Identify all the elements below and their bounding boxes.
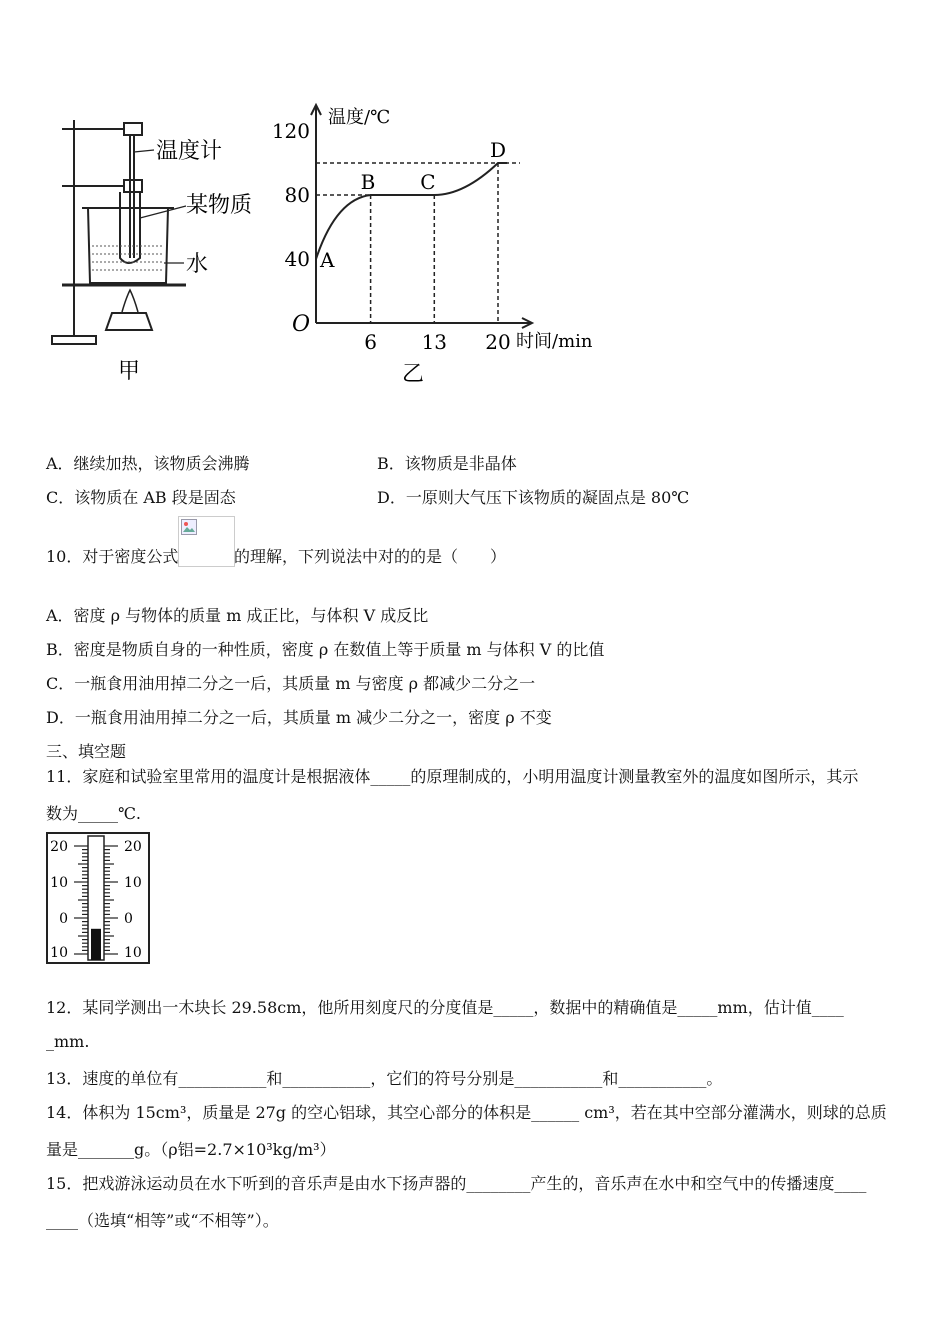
broken-image-icon [181,519,197,535]
apparatus-figure [46,108,266,393]
q14-line2: 量是_______g。（ρ铝=2.7×10³kg/m³） [46,1140,336,1159]
q10-option-a: A．密度 ρ 与物体的质量 m 成正比，与体积 V 成反比 [46,606,429,625]
y-tick-label: 40 [284,247,310,271]
q9-option-b: B．该物质是非晶体 [377,454,517,473]
q13-text: 13．速度的单位有___________和___________，它们的符号分别是___________和___________。 [46,1069,723,1088]
x-tick-label: 13 [421,330,448,354]
x-tick-label: 6 [364,330,377,354]
thermo-label-right: 10 [124,945,142,961]
thermo-label-right: 0 [124,911,133,927]
thermo-label-right: 20 [124,839,142,855]
label-substance: 某物质 [186,193,253,218]
y-axis-label: 温度/℃ [328,107,391,128]
label-water: 水 [186,252,209,277]
thermo-label-left: 20 [50,839,68,855]
point-label-c: C [420,170,436,194]
q14-line1: 14．体积为 15cm³，质量是 27g 的空心铝球，其空心部分的体积是______ cm³，若在其中空部分灌满水，则球的总质 [46,1103,887,1122]
y-tick-label: 80 [284,183,310,207]
thermometer-figure [46,832,150,964]
thermo-label-left: 10 [50,945,68,961]
point-label-b: B [360,170,376,194]
q9-option-c: C．该物质在 AB 段是固态 [46,488,236,507]
origin-label: O [292,312,311,337]
q11-line2: 数为_____℃. [46,804,141,823]
formula-image-placeholder [178,516,235,567]
x-tick-label: 20 [485,330,511,354]
q15-line2: ____（选填“相等”或“不相等”）。 [46,1211,279,1230]
q12-line1: 12．某同学测出一木块长 29.58cm，他所用刻度尺的分度值是_____，数据中的精确值是_____mm，估计值____ [46,998,844,1017]
q9-option-d: D．一原则大气压下该物质的凝固点是 80℃ [377,488,690,507]
thermo-label-left: 10 [50,875,68,891]
q12-line2: _mm. [46,1032,90,1051]
q11-line1: 11．家庭和试验室里常用的温度计是根据液体_____的原理制成的，小明用温度计测量教室外的温度如图所示，其示 [46,767,859,786]
label-thermometer: 温度计 [156,139,223,164]
q10-stem-after: 的理解，下列说法中对的的是（ ） [234,547,507,566]
q10-option-c: C．一瓶食用油用掉二分之一后，其质量 m 与密度 ρ 都减少二分之一 [46,674,536,693]
section-title: 三、填空题 [46,742,127,761]
point-label-a: A [320,248,335,272]
q10-option-d: D．一瓶食用油用掉二分之一后，其质量 m 减少二分之一，密度 ρ 不变 [46,708,552,727]
caption-jia: 甲 [118,359,141,384]
y-tick-label: 120 [271,119,310,143]
caption-yi: 乙 [402,362,425,387]
thermometer-liquid [91,929,101,960]
temperature-curve [316,163,507,259]
thermo-label-right: 10 [124,875,142,891]
q10-stem-before: 10．对于密度公式 [46,547,179,566]
point-label-d: D [490,138,507,162]
heating-curve-chart [270,95,610,395]
x-axis-label: 时间/min [516,331,593,352]
q10-option-b: B．密度是物质自身的一种性质，密度 ρ 在数值上等于质量 m 与体积 V 的比值 [46,640,605,659]
q15-line1: 15．把戏游泳运动员在水下听到的音乐声是由水下扬声器的________产生的，音乐声在水中和空气中的传播速度____ [46,1174,867,1193]
thermo-label-left: 0 [59,911,68,927]
q9-option-a: A．继续加热，该物质会沸腾 [46,454,250,473]
